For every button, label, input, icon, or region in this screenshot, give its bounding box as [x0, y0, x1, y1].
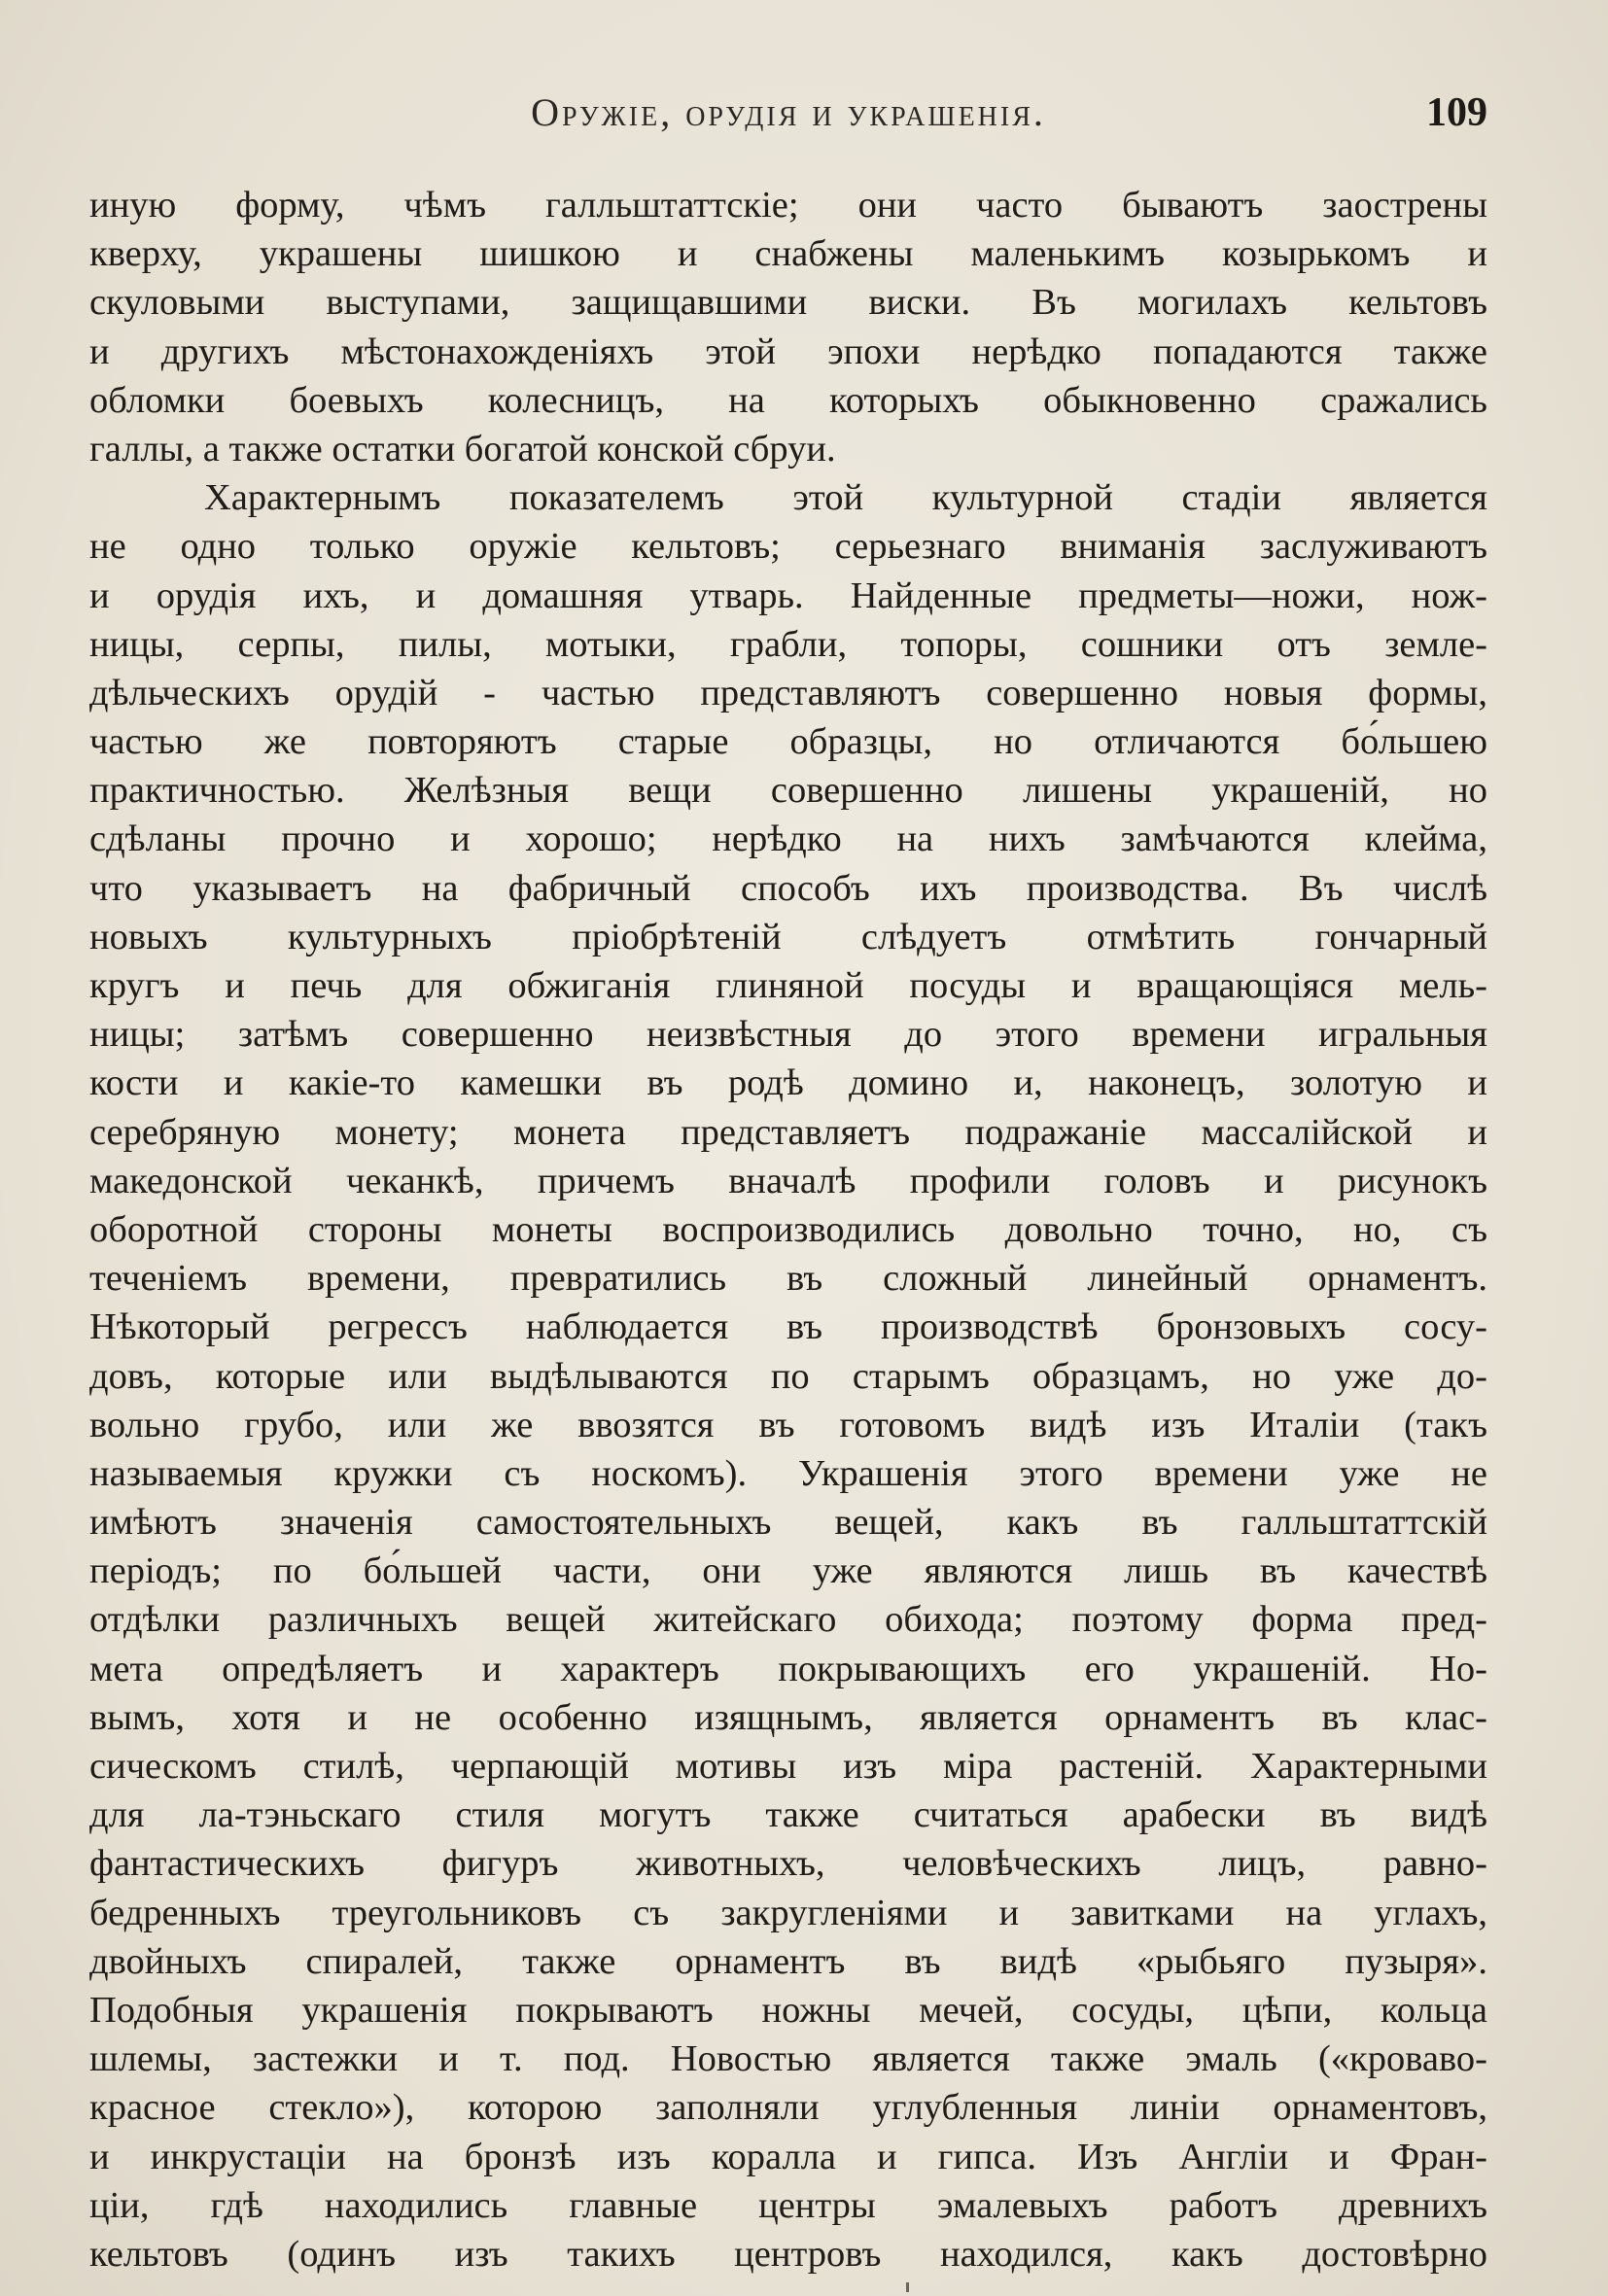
text-line: ницы; затѣмъ совершенно неизвѣстныя до этого времени игральныя [89, 1014, 1487, 1056]
text-line: для ла-тэньскаго стиля могутъ также считаться арабески въ видѣ [89, 1794, 1487, 1836]
text-line: новыхъ культурныхъ пріобрѣтеній слѣдуетъ отмѣтить гончарный [89, 916, 1487, 957]
page-number: 109 [1426, 90, 1487, 135]
running-title: Оружіе, орудія и украшенія. [531, 90, 1046, 134]
text-line: серебряную монету; монета представляетъ подражаніе массалійской и [89, 1111, 1487, 1153]
text-line: ницы, серпы, пилы, мотыки, грабли, топоры, сошники отъ земле- [89, 623, 1487, 665]
text-line: скуловыми выступами, защищавшими виски. Въ могилахъ кельтовъ [89, 282, 1487, 324]
text-line: кельтовъ (одинъ изъ такихъ центровъ находился, какъ достовѣрно [89, 2233, 1487, 2275]
text-line: бедренныхъ треугольниковъ съ закругленіями и завитками на углахъ, [89, 1892, 1487, 1933]
body-text [89, 181, 1487, 2279]
text-line: фантастическихъ фигуръ животныхъ, человѣческихъ лицъ, равно- [89, 1843, 1487, 1885]
text-line: и другихъ мѣстонахожденіяхъ этой эпохи нерѣдко попадаются также [89, 330, 1487, 372]
text-line: довъ, которые или выдѣлываются по старымъ образцамъ, но уже до- [89, 1355, 1487, 1397]
text-line: практичностью. Желѣзныя вещи совершенно лишены украшеній, но [89, 770, 1487, 812]
text-line: вымъ, хотя и не особенно изящнымъ, является орнаментъ въ клас- [89, 1696, 1487, 1738]
running-header [89, 89, 1487, 148]
text-line: Подобныя украшенія покрываютъ ножны мечей, сосуды, цѣпи, кольца [89, 1989, 1487, 2031]
text-line: дѣльческихъ орудій - частью представляютъ совершенно новыя формы, [89, 672, 1487, 713]
paragraph-start-line: Характернымъ показателемъ этой культурной стадіи является [204, 477, 1487, 519]
text-line: иную форму, чѣмъ галльштаттскіе; они часто бываютъ заострены [89, 185, 1487, 226]
text-line: періодъ; по бо́льшей части, они уже являются лишь въ качествѣ [89, 1550, 1487, 1592]
text-line: отдѣлки различныхъ вещей житейскаго обихода; поэтому форма пред- [89, 1599, 1487, 1641]
text-line: кости и какіе-то камешки въ родѣ домино и, наконецъ, золотую и [89, 1062, 1487, 1104]
text-line: двойныхъ спиралей, также орнаментъ въ видѣ «рыбьяго пузыря». [89, 1940, 1487, 1982]
text-line: оборотной стороны монеты воспроизводились довольно точно, но, съ [89, 1208, 1487, 1250]
text-line: не одно только оружіе кельтовъ; серьезнаго вниманія заслуживаютъ [89, 526, 1487, 568]
text-line: кругъ и печь для обжиганія глиняной посуды и вращающіяся мель- [89, 965, 1487, 1006]
text-line: сдѣланы прочно и хорошо; нерѣдко на нихъ замѣчаются клейма, [89, 818, 1487, 860]
text-line: галлы, а также остатки богатой конской сбруи. [89, 428, 836, 470]
text-line: македонской чеканкѣ, причемъ вначалѣ профили головъ и рисунокъ [89, 1160, 1487, 1201]
text-line: ціи, гдѣ находились главные центры эмалевыхъ работъ древнихъ [89, 2184, 1487, 2226]
text-line: Нѣкоторый регрессъ наблюдается въ производствѣ бронзовыхъ сосу- [89, 1306, 1487, 1348]
text-line: кверху, украшены шишкою и снабжены маленькимъ козырькомъ и [89, 233, 1487, 275]
print-mark [906, 2282, 909, 2292]
text-line: имѣютъ значенія самостоятельныхъ вещей, какъ въ галльштаттскій [89, 1502, 1487, 1544]
text-line: красное стекло»), которою заполняли углубленныя линіи орнаментовъ, [89, 2087, 1487, 2129]
text-line: и инкрустаціи на бронзѣ изъ коралла и гипса. Изъ Англіи и Фран- [89, 2136, 1487, 2177]
text-line: что указываетъ на фабричный способъ ихъ производства. Въ числѣ [89, 867, 1487, 909]
text-line: обломки боевыхъ колесницъ, на которыхъ обыкновенно сражались [89, 379, 1487, 421]
text-line: и орудія ихъ, и домашняя утварь. Найденные предметы—ножи, нож- [89, 574, 1487, 616]
text-line: сическомъ стилѣ, черпающій мотивы изъ міра растеній. Характерными [89, 1746, 1487, 1787]
text-line: вольно грубо, или же ввозятся въ готовомъ видѣ изъ Италіи (такъ [89, 1404, 1487, 1445]
text-line: частью же повторяютъ старые образцы, но отличаются бо́льшею [89, 721, 1487, 763]
text-line: называемыя кружки съ носкомъ). Украшенія этого времени уже не [89, 1452, 1487, 1494]
text-line: шлемы, застежки и т. под. Новостью является также эмаль («кроваво- [89, 2038, 1487, 2080]
text-line: теченіемъ времени, превратились въ сложный линейный орнаментъ. [89, 1258, 1487, 1300]
text-line: мета опредѣляетъ и характеръ покрывающихъ его украшеній. Но- [89, 1648, 1487, 1689]
